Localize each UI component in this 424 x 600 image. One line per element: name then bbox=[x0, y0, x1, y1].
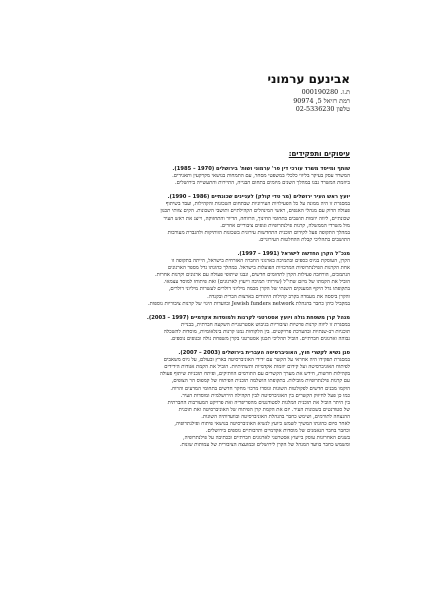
position-heading: יועץ ראש העיר ירושלים (מר טדי קולק) לעניינים שכונתיים (1986 – 1990). bbox=[167, 194, 350, 201]
position-text-line: הוביל את הקמתו של מיזם שתי"ל (שירותי תמיכה וייעוץ לארגונים) ואת פיתוחו למוסד עצמאי. bbox=[163, 279, 350, 286]
position-text-line: במהלך התקופה פעל לקידום תוכנית התחדשות עירונית בשכונות הוותיקות ולהגברת מעורבות bbox=[167, 229, 350, 236]
position-entry bbox=[48, 350, 350, 449]
id-number: ת.ז. 000190280 bbox=[301, 88, 350, 96]
position-text-line: שכונתיים, ליווה יוזמות תושבים בתחומי החינוך, הרווחה, הדיור והתחזוקה, וייצג את ראש העיר bbox=[163, 215, 350, 222]
address: רמת רזיאל 5, 90974 bbox=[293, 96, 350, 105]
position-text-line: לפיתוח האוניברסיטה ועל קידום יוזמות אקדמיות ותשתיתיות. הוביל את הקמת אגודות הידידים bbox=[164, 364, 350, 371]
position-text-line: ההנצחה לתורמים, ושימש כחבר בהנהלת האוניברסיטה ובוועדותיה השונות. bbox=[201, 413, 350, 420]
position-text-line: והקרן ביססה את מעמדה בקרב קהילות היהודים בארצות הברית ובקנדה. bbox=[207, 293, 350, 300]
position-text-line: בקהילות חדשות, חידש את מערך הקשרים עם התורמים הוותיקים, ופיתח תוכניות שיתוף פעולה bbox=[159, 371, 350, 378]
position-entry bbox=[48, 166, 350, 187]
position-text-line: כמו כן פעל לחיזוק הקשרים בין האוניברסיטה לבין הקהילה הירושלמית ומוסדות העיר. bbox=[180, 392, 350, 399]
person-name: אבינעם ערמוני bbox=[267, 72, 350, 86]
position-heading: מנהל קרן משפחת גולה ויועץ אסטרטגי לקרנות ולמוסדות אקדמיים (1997 – 2003). bbox=[146, 314, 350, 321]
position-heading: מנכ"ל הקרן החדשה לישראל (1991 – 1997). bbox=[237, 250, 350, 257]
position-text-line: בין היתר הוביל את תוכנית המלגות לסטודנטים מהפריפריה ואת פרויקט המעורבות החברתית bbox=[167, 399, 350, 406]
position-text-line: במקביל כיהן כחבר בהנהלת Jewish funders network ובוועדות היגוי של קרנות ציבוריות נוספות. bbox=[148, 300, 350, 307]
position-text-line: במסגרת זו היה ממונה על כל הפעילויות העירוניות שבתחום השכונות והקהילות, ועבד בשיתוף bbox=[165, 201, 350, 208]
position-text-line: בשנים האחרונות עוסק בייעוץ אסטרטגי לארגונים חברתיים ובכתיבה על פילנתרופיה, bbox=[183, 435, 350, 442]
position-text-line: לאחר סיום כהונתו המשיך לשמש כיועץ לנשיא האוניברסיטה בנושאי פיתוח ופילנתרופיה, bbox=[174, 421, 350, 427]
position-text-line: הקרן, העוסקת בגיוס כספים ובתמיכה בארגוני החברה האזרחית בישראל, הייתה בתקופה זו bbox=[171, 258, 350, 265]
position-text-line: ביוזמת המשרד נבנו במהלך השנים מיזמים בתחום הבנייה, התיירות והתעשייה בירושלים. bbox=[175, 180, 350, 187]
position-text-line: עם קרנות פילנתרופיות מובילות. בתקופתו הושלמה תוכנית הפיתוח של קמפוס הר הצופים, bbox=[171, 378, 350, 385]
section-title: עיסוקים ותפקידים: bbox=[288, 150, 350, 158]
position-text-line: בתקופתו גדל היקף המענקים השנתי של הקרן מכמה מיליוני דולרים לעשרות מיליוני דולרים, bbox=[168, 286, 350, 293]
position-text-line: וכחבר בחבר הנאמנים של מוסדות אקדמיים ותרבותיים נוספים בירושלים. bbox=[205, 428, 350, 435]
position-text-line: פעולה הדוק עם מנהלי האגפים, ראשי המינהלים הקהילתיים ותושבי השכונות. הקים צוותי תכנון bbox=[160, 208, 350, 215]
position-heading: שותף ומייסד משרד עורכי דין פר' ערמוני ושות' בירושלים (1970 – 1985). bbox=[172, 166, 350, 172]
position-text-line: במסגרת תפקידו היה אחראי על הקשר עם ידידי האוניברסיטה בארץ ובעולם, על גיוס משאבים bbox=[163, 357, 350, 364]
position-entry bbox=[48, 194, 350, 244]
position-text-line: הנתמכים, הורחבה פעילות הקרן לתחומים חדשים, ונבנו שיתופי פעולה עם ארגונים וקרנות אחרות. bbox=[155, 272, 350, 279]
position-text-line: המשרד עסק בעיקר בליווי כלכלי במשפטי מסחר, עם התמחות בנושאי מקרקעין ותאגידים. bbox=[172, 173, 350, 180]
position-text-line: הוקמו מבנים חדשים לפקולטות השונות ונוסדו מרכזי מחקר חדשים בתחומי המדעים והרוח. bbox=[170, 385, 350, 392]
position-entry bbox=[48, 251, 350, 308]
position-entry bbox=[48, 315, 350, 343]
position-text-line: אחת הקרנות הפילנתרופיות המרכזיות הפועלות בישראל. במהלך כהונתו גדל מספר הארגונים bbox=[167, 265, 350, 272]
position-text-line: גבוהה וארגונים חברתיים. הוביל תהליכי תכנון אסטרטגי בקרן משפחת גולה ובגופים נוספים. bbox=[170, 335, 350, 342]
position-text-line: מול משרדי הממשלה, קרנות פילנתרופיות וגופים ציבוריים אחרים. bbox=[220, 222, 350, 229]
position-heading: סגן נשיא לקשרי חוץ, האוניברסיטה העברית בירושלים (2003 – 2007). bbox=[178, 350, 350, 357]
phone: טלפון 02-5336230 bbox=[295, 105, 350, 114]
positions-list bbox=[48, 166, 350, 456]
position-text-line: ומשמש כחבר בוועד המנהל של הקרן לירושלים ובמועצה הציבורית של עמותות שונות. bbox=[179, 442, 350, 449]
position-text-line: תוכניות רב-שנתיות ובהערכת פרויקטים. בין הלקוחות נמנו קרנות בינלאומיות, מוסדות להשכלה bbox=[163, 328, 350, 335]
position-text-line: התושבים בתהליכי קבלת ההחלטות העירוניים. bbox=[258, 236, 350, 243]
position-text-line: במסגרת זו ליווה קרנות פרטיות וציבוריות בגיבוש אסטרטגיית השקעה חברתית, בבניית bbox=[181, 321, 350, 328]
resume-header bbox=[267, 72, 350, 114]
position-text-line: של סטודנטים בשכונות העיר. יזם את הקמת קרן הפיתוח של האוניברסיטה ואת תוכנית bbox=[178, 406, 350, 413]
